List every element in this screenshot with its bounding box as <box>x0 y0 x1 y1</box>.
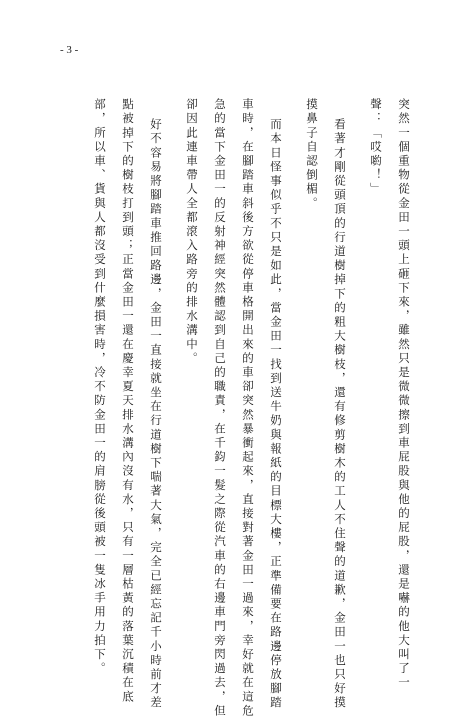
text-column-7: 急的當下金田一的反射神經突然體認到自己的職責，在千鈞一髮之際從汽車的右邊車門旁閃過去，但 <box>213 98 227 718</box>
text-column-2: 聲：「哎喲！」 <box>369 98 383 197</box>
text-column-1: 突然一個重物從金田一頭上砸下來，雖然只是微微擦到車屁股與他的屁股，還是嚇的他大叫了一 <box>397 98 411 691</box>
text-column-9: 好不容易將腳踏車推回路邊，金田一直接就坐在行道樹下喘著大氣，完全已經忘記千小時前才差 <box>149 118 163 711</box>
text-column-6: 車時，在腳踏車斜後方欲從停車格開出來的車卻突然暴衝起來，直接對著金田一過來，幸好就在這危 <box>241 98 255 718</box>
text-column-3: 看著才剛從頭頂的行道樹掉下的粗大樹枝，還有修剪樹木的工人不住聲的道歉，金田一也只好摸 <box>333 118 347 711</box>
text-column-5: 而本日怪事似乎不只是如此，當金田一找到送牛奶與報紙的目標大樓，正準備要在路邊停放腳踏 <box>269 118 283 711</box>
text-column-10: 點被掉下的樹枝打到頭；正當金田一還在慶幸夏天排水溝內沒有水，只有一層枯黃的落葉沉積在底 <box>121 98 135 705</box>
text-column-4: 摸鼻子自認倒楣。 <box>305 98 319 211</box>
text-column-8: 卻因此連車帶人全都滾入路旁的排水溝中。 <box>185 98 199 366</box>
text-column-11: 部，所以車、貨與人都沒受到什麼損害時，冷不防金田一的肩膀從後頭被一隻冰手用力拍下。 <box>93 98 107 677</box>
page-number: - 3 - <box>60 44 79 56</box>
